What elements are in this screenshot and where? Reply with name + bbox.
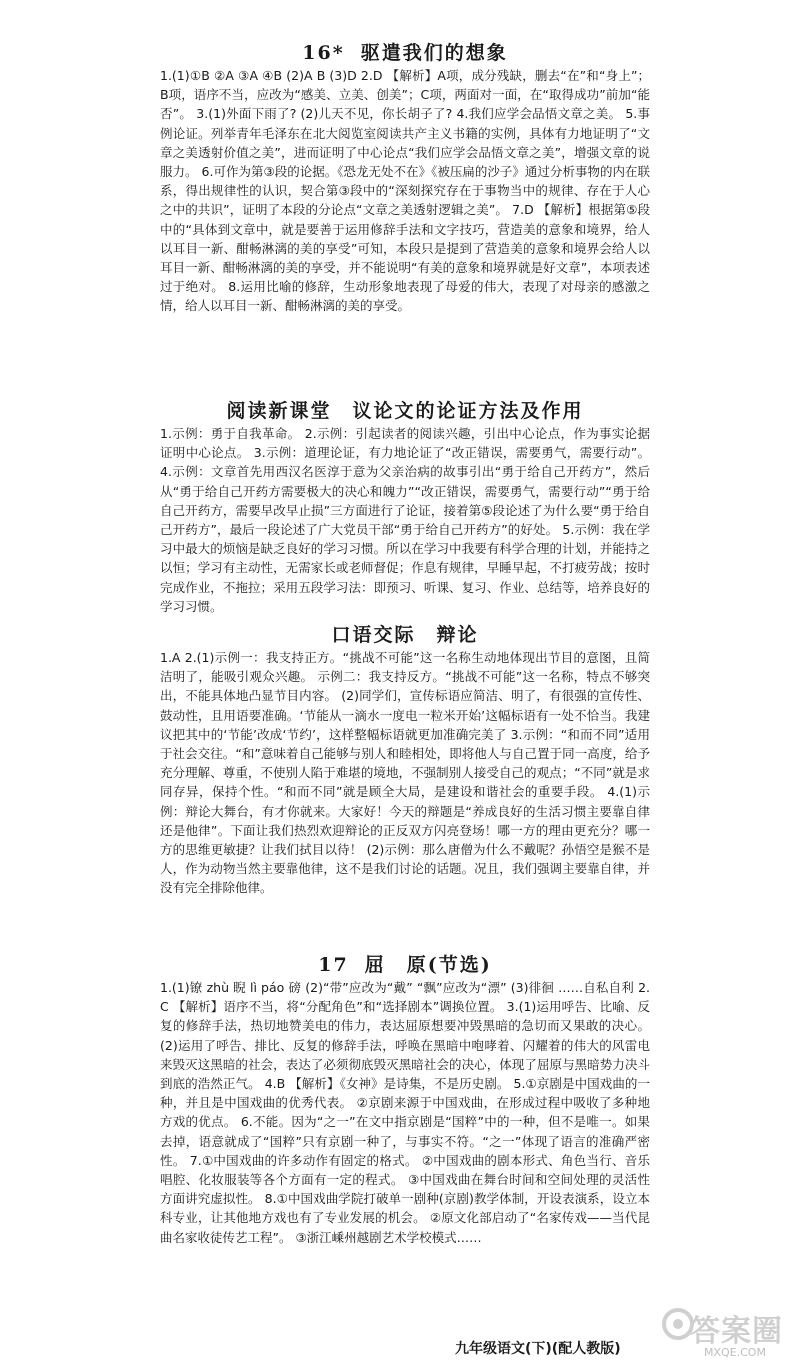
section-number: 17: [318, 954, 349, 976]
section-title: [160, 398, 650, 424]
section-title: [160, 40, 650, 66]
section-title: [160, 622, 650, 648]
watermark-logo: [660, 1300, 800, 1362]
page-footer: 九年级语文(下)(配人教版): [455, 1341, 621, 1357]
section-17: [160, 952, 650, 1247]
section-title-text: 屈 原(节选): [364, 954, 492, 976]
section-16: [160, 40, 650, 316]
section-title-text: 驱遣我们的想象: [360, 42, 508, 64]
answer-text: 1.(1)①B ②A ③A ④B (2)A B (3)D 2.D 【解析】A项，成分残缺，删去“在”和“身上”；B项，语序不当，应改为“感美、立美、创美”；C项，两面对一面，在“取得成功”前加“能否”。 3.(1)外面下雨了? (2)儿天不见，你长胡子了? 4.我们应学会品悟文章之美。 5.事例论证。列举青年毛泽东在北大阅览室阅读共产主义书籍的实例，具体有力地证明了“文章之美透射价值之美”，进而证明了中心论点“我们应学会品悟文章之美”，增强文章的说服力。 6.可作为第③段的论据。《恐龙无处不在》《被压扁的沙子》通过分析事物的内在联系，得出规律性的认识，契合第③段中的“深刻探究存在于事物当中的规律、存在于人心之中的共识”，证明了本段的分论点“文章之美透射逻辑之美”。 7.D 【解析】根据第⑤段中的“具体到文章中，就是要善于运用修辞手法和文字技巧，营造美的意象和境界，给人以耳目一新、酣畅淋漓的美的享受”可知，本段只是提到了营造美的意象和境界会给人以耳目一新、酣畅淋漓的美的享受，并不能说明“有美的意象和境界就是好文章”，本项表述过于绝对。 8.运用比喻的修辞，生动形象地表现了母爱的伟大，表现了对母亲的感激之情，给人以耳目一新、酣畅淋漓的美的享受。: [160, 68, 650, 314]
answer-text: 1.(1)镣 zhù 睨 lì páo 磅 (2)“带”应改为“戴” “飘”应改为“漂” (3)徘徊 ……自私自利 2.C 【解析】语序不当，将“分配角色”和“选择剧本”调换位置。 3.(1)运用呼告、比喻、反复的修辞手法，热切地赞美电的伟力，表达屈原想要冲毁黑暗的急切而又果敢的决心。 (2)运用了呼告、排比、反复的修辞手法，呼唤在黑暗中咆哮着、闪耀着的伟大的风雷电来毁灭这黑暗的社会，表达了必须彻底毁灭黑暗社会的决心，体现了屈原与黑暗势力决斗到底的浩然正气。 4.B 【解析】《女神》是诗集，不是历史剧。 5.①京剧是中国戏曲的一种，并且是中国戏曲的优秀代表。 ②京剧来源于中国戏曲，在形成过程中吸收了多种地方戏的优点。 6.不能。因为“之一”在文中指京剧是“国粹”中的一种，但不是唯一。如果去掉，语意就成了“国粹”只有京剧一种了，与事实不符。“之一”体现了语言的准确严密性。 7.①中国戏曲的许多动作有固定的格式。 ②中国戏曲的剧本形式、角色当行、音乐唱腔、化妆服装等各个方面有一定的程式。 ③中国戏曲在舞台时间和空间处理的灵活性方面讲究虚拟性。 8.①中国戏曲学院打破单一剧种(京剧)教学体制，开设表演系，设立本科专业，让其他地方戏也有了专业发展的机会。 ②原文化部启动了“名家传戏——当代昆曲名家收徒传艺工程”。 ③浙江嵊州越剧艺术学校模式……: [160, 980, 650, 1245]
section-oral-communication: [160, 622, 650, 898]
answer-text: 1.示例：勇于自我革命。 2.示例：引起读者的阅读兴趣，引出中心论点，作为事实论据证明中心论点。 3.示例：道理论证，有力地论证了“改正错误，需要勇气，需要行动”。 4.示例：文章首先用西汉名医淳于意为父亲治病的故事引出“勇于给自己开药方”，然后从“勇于给自己开药方需要极大的决心和魄力”“改正错误，需要勇气，需要行动”“勇于给自己开药方，需要早改早止损”三方面进行了论证，接着第⑤段论述了为什么要“勇于给自己开药方”，最后一段论述了广大党员干部“勇于给自己开药方”的好处。 5.示例：我在学习中最大的烦恼是缺乏良好的学习习惯。所以在学习中我要有科学合理的计划，并能持之以恒；学习有主动性，无需家长或老师督促；作息有规律，早睡早起，不打疲劳战；按时完成作业，不拖拉；采用五段学习法：即预习、听课、复习、作业、总结等，培养良好的学习习惯。: [160, 426, 650, 614]
answer-text: 1.A 2.(1)示例一：我支持正方。“挑战不可能”这一名称生动地体现出节目的意图，且简洁明了，能吸引观众兴趣。 示例二：我支持反方。“挑战不可能”这一名称，特点不够突出，不能具体地凸显节目内容。 (2)同学们，宣传标语应简洁、明了，有很强的宣传性、鼓动性，且用语要准确。‘节能从一滴水一度电一粒米开始’这幅标语有一处不恰当。我建议把其中的‘节能’改成‘节约’，这样整幅标语就更加准确完美了 3.示例：“和而不同”适用于社会交往。“和”意味着自己能够与别人和睦相处，即将他人与自己置于同一高度，给予充分理解、尊重，不使别人陷于难堪的境地，不强制别人接受自己的观点；“不同”就是求同存异，保持个性。“和而不同”就是顾全大局，是建设和谐社会的重要手段。 4.(1)示例：辩论大舞台，有才你就来。大家好！今天的辩题是“养成良好的生活习惯主要靠自律还是他律”。下面让我们热烈欢迎辩论的正反双方闪亮登场！哪一方的理由更充分？哪一方的思维更敏捷？让我们拭目以待！ (2)示例：那么唐僧为什么不戴呢？孙悟空是猴不是人，作为动物当然主要靠他律，这不是我们讨论的话题。况且，我们强调主要靠自律，并没有完全排除他律。: [160, 650, 650, 896]
section-title-text: 阅读新课堂 议论文的论证方法及作用: [226, 400, 584, 422]
watermark-url: MXQE.COM: [704, 1346, 766, 1359]
section-title-text: 口语交际 辩论: [331, 624, 479, 646]
watermark-text: 答案圈: [690, 1314, 783, 1349]
section-reading-class: [160, 398, 650, 616]
section-title: [160, 952, 650, 978]
section-number: 16*: [302, 42, 345, 64]
